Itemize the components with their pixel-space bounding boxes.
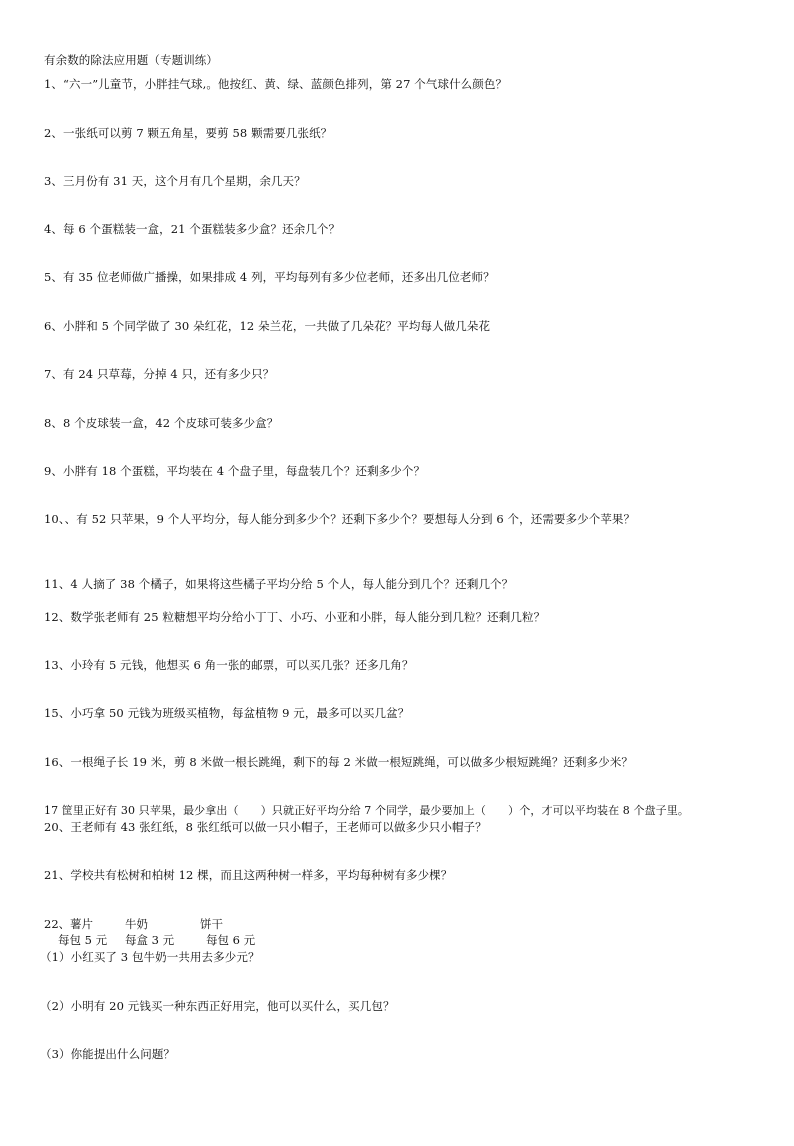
item-biscuit: 饼干: [200, 917, 223, 931]
question-12: 12、数学张老师有 25 粒糖想平均分给小丁丁、小巧、小亚和小胖，每人能分到几粒？还剩几粒？: [44, 610, 546, 624]
question-20: 20、王老师有 43 张红纸，8 张红纸可以做一只小帽子，王老师可以做多少只小帽子？: [44, 820, 487, 834]
question-7: 7、有 24 只草莓，分掉 4 只，还有多少只？: [44, 367, 275, 381]
price-chips: 每包 5 元: [58, 933, 108, 947]
item-chips: 薯片: [70, 917, 93, 931]
question-21: 21、学校共有松树和柏树 12 棵，而且这两种树一样多，平均每种树有多少棵？: [44, 868, 453, 882]
question-8: 8、8 个皮球装一盒，42 个皮球可装多少盒？: [44, 416, 279, 430]
question-4: 4、每 6 个蛋糕装一盒，21 个蛋糕装多少盒？还余几个？: [44, 222, 341, 236]
question-22-sub-2: （2）小明有 20 元钱买一种东西正好用完，他可以买什么，买几包？: [40, 999, 395, 1013]
price-biscuit: 每包 6 元: [206, 933, 256, 947]
question-15: 15、小巧拿 50 元钱为班级买植物，每盆植物 9 元，最多可以买几盆？: [44, 706, 410, 720]
question-3: 3、三月份有 31 天，这个月有几个星期，余几天？: [44, 174, 306, 188]
question-1: 1、“六一”儿童节，小胖挂气球,。他按红、黄、绿、蓝颜色排列，第 27 个气球什么颜色？: [44, 77, 508, 91]
question-22-sub-3: （3）你能提出什么问题？: [40, 1047, 176, 1061]
question-9: 9、小胖有 18 个蛋糕，平均装在 4 个盘子里，每盘装几个？还剩多少个？: [44, 464, 426, 478]
question-22-sub-1: （1）小红买了 3 包牛奶一共用去多少元？: [40, 950, 260, 964]
price-milk: 每盒 3 元: [125, 933, 175, 947]
question-13: 13、小玲有 5 元钱，他想买 6 角一张的邮票，可以买几张？还多几角？: [44, 658, 414, 672]
question-16: 16、一根绳子长 19 米，剪 8 米做一根长跳绳，剩下的每 2 米做一根短跳绳，可以做多少根短跳绳？还剩多少米？: [44, 755, 634, 769]
question-17: 17 筐里正好有 30 只苹果，最少拿出（ ）只就正好平均分给 7 个同学，最少要加上（ ）个，才可以平均装在 8 个盘子里。: [44, 804, 689, 817]
question-5: 5、有 35 位老师做广播操，如果排成 4 列，平均每列有多少位老师，还多出几位老师？: [44, 270, 495, 284]
page-title: 有余数的除法应用题（专题训练）: [44, 53, 218, 67]
question-2: 2、一张纸可以剪 7 颗五角星，要剪 58 颗需要几张纸？: [44, 126, 333, 140]
question-10: 10、、有 52 只苹果，9 个人平均分，每人能分到多少个？还剩下多少个？要想每人分到 6 个，还需要多少个苹果？: [44, 512, 636, 526]
question-22-label: 22、: [44, 917, 71, 931]
question-11: 11、4 人摘了 38 个橘子，如果将这些橘子平均分给 5 个人，每人能分到几个？还剩几个？: [44, 577, 514, 591]
item-milk: 牛奶: [125, 917, 148, 931]
question-6: 6、小胖和 5 个同学做了 30 朵红花，12 朵兰花，一共做了几朵花？平均每人做几朵花: [44, 319, 491, 333]
